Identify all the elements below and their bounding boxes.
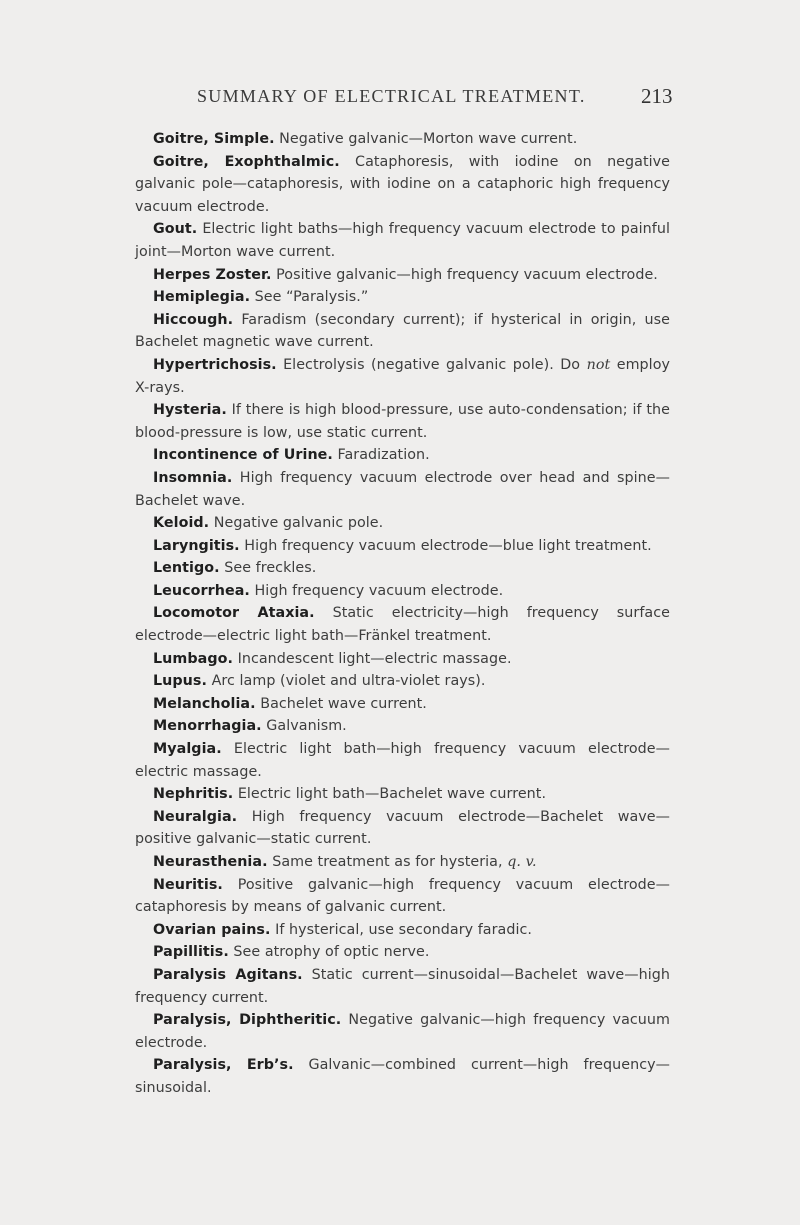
entry-term: Menorrhagia. (153, 718, 262, 735)
entry-description: See “Paralysis.” (254, 289, 369, 306)
entry-description: Galvanic—combined current—high frequency—sinusoidal. (135, 1057, 670, 1096)
entry-term: Nephritis. (153, 786, 234, 803)
entry-term: Paralysis Agitans. (153, 966, 303, 983)
entry-term: Neurasthenia. (153, 854, 268, 870)
treatment-entries (135, 128, 670, 1100)
entry-term: Paralysis, Erb’s. (153, 1057, 294, 1074)
entry-melancholia (135, 693, 670, 716)
entry-gout (135, 218, 670, 263)
entry-description: Incandescent light—electric massage. (237, 650, 512, 667)
entry-term: Hemiplegia. (153, 289, 251, 306)
entry-hysteria (135, 399, 670, 444)
entry-term: Neuralgia. (153, 808, 238, 825)
entry-incontinence-of-urine (135, 444, 670, 467)
entry-term: Neuritis. (153, 876, 223, 893)
entry-description: High frequency vacuum electrode—blue light treatment. (244, 537, 652, 554)
entry-description (272, 854, 536, 870)
entry-term: Gout. (153, 221, 198, 238)
entry-term: Myalgia. (153, 741, 222, 758)
entry-term: Hiccough. (153, 311, 234, 328)
entry-term: Insomnia. (153, 469, 233, 486)
entry-paralysis-agitans (135, 964, 670, 1009)
entry-nephritis (135, 783, 670, 806)
page-number: 213 (641, 84, 673, 108)
entry-term: Locomotor Ataxia. (153, 605, 315, 622)
entry-description: If there is high blood-pressure, use auto-condensation; if the blood-pressure is low, use static current. (135, 402, 670, 441)
entry-term: Ovarian pains. (153, 921, 271, 938)
entry-term: Lentigo. (153, 560, 220, 577)
entry-description: Electric light baths—high frequency vacuum electrode to painful joint—Morton wave current. (135, 221, 670, 260)
entry-term: Hypertrichosis. (153, 356, 277, 373)
entry-description-part: employ X-rays. (135, 356, 671, 396)
entry-locomotor-ataxia (135, 602, 670, 647)
entry-description: Positive galvanic—high frequency vacuum electrode. (276, 266, 658, 283)
entry-paralysis-erbs (135, 1054, 670, 1099)
entry-papillitis (135, 941, 670, 964)
entry-myalgia (135, 738, 670, 783)
entry-neuralgia (135, 806, 670, 851)
entry-hypertrichosis (135, 354, 670, 399)
entry-paralysis-diphtheritic (135, 1009, 670, 1054)
entry-term: Melancholia. (153, 695, 256, 712)
entry-description: Static current—sinusoidal—Bachelet wave—high frequency current. (135, 966, 670, 1006)
entry-term: Goitre, Exophthalmic. (153, 153, 340, 170)
entry-neuritis (135, 874, 670, 919)
entry-term: Leucorrhea. (153, 582, 250, 599)
entry-description: If hysterical, use secondary faradic. (275, 921, 533, 938)
entry-emphasis: not (586, 356, 611, 373)
entry-lumbago (135, 648, 670, 671)
entry-description: Faradism (secondary current); if hysterical in origin, use Bachelet magnetic wave current. (135, 311, 670, 351)
entry-leucorrhea (135, 580, 670, 603)
entry-description: Arc lamp (violet and ultra-violet rays). (211, 673, 486, 690)
entry-term: Laryngitis. (153, 537, 240, 554)
entry-description: Static electricity—high frequency surface electrode—electric light bath—Fränkel treatment. (135, 605, 670, 645)
entry-description: Cataphoresis, with iodine on negative galvanic pole—cataphoresis, with iodine on a cataphoric high frequency vacuum electrode. (135, 153, 670, 215)
entry-hemiplegia (135, 286, 670, 309)
entry-term: Papillitis. (153, 944, 229, 961)
entry-description: Negative galvanic—Morton wave current. (279, 131, 578, 147)
entry-description: High frequency vacuum electrode—Bachelet wave—positive galvanic—static current. (135, 808, 670, 848)
entry-description: Faradization. (337, 447, 430, 464)
entry-hiccough (135, 309, 670, 354)
running-head: SUMMARY OF ELECTRICAL TREATMENT. (197, 86, 586, 106)
entry-term: Incontinence of Urine. (153, 447, 333, 464)
entry-description: High frequency vacuum electrode. (254, 582, 504, 599)
entry-description: Electric light bath—Bachelet wave current. (237, 786, 547, 803)
entry-description: Negative galvanic—high frequency vacuum electrode. (135, 1012, 670, 1051)
entry-description: Bachelet wave current. (260, 695, 427, 712)
entry-keloid (135, 512, 670, 535)
entry-description: High frequency vacuum electrode over head and spine—Bachelet wave. (135, 469, 670, 509)
entry-goitre-simple (135, 128, 670, 151)
entry-term: Lumbago. (153, 650, 233, 667)
entry-description: Negative galvanic pole. (213, 515, 384, 532)
entry-description: See atrophy of optic nerve. (233, 944, 430, 961)
entry-term: Goitre, Simple. (153, 131, 275, 147)
entry-term: Paralysis, Diphtheritic. (153, 1012, 342, 1029)
entry-neurasthenia (135, 851, 670, 874)
entry-lentigo (135, 557, 670, 580)
entry-term: Hysteria. (153, 402, 227, 419)
entry-description: Positive galvanic—high frequency vacuum electrode—cataphoresis by means of galvanic current. (135, 876, 670, 916)
entry-description-part: Same treatment as for hysteria, (272, 854, 508, 870)
entry-emphasis: q. v. (507, 854, 537, 870)
entry-herpes-zoster (135, 264, 670, 287)
entry-goitre-exophthalmic (135, 151, 670, 219)
entry-term: Keloid. (153, 515, 210, 532)
entry-laryngitis (135, 535, 670, 558)
entry-insomnia (135, 467, 670, 512)
entry-term: Lupus. (153, 673, 207, 690)
entry-description: Galvanism. (266, 718, 347, 735)
entry-ovarian-pains (135, 919, 670, 942)
entry-menorrhagia (135, 715, 670, 738)
entry-description: Electric light bath—high frequency vacuum electrode—electric massage. (135, 741, 670, 780)
entry-term: Herpes Zoster. (153, 266, 272, 283)
entry-description: See freckles. (224, 560, 317, 577)
entry-lupus (135, 670, 670, 693)
entry-description-part: Electrolysis (negative galvanic pole). Do (283, 356, 587, 373)
